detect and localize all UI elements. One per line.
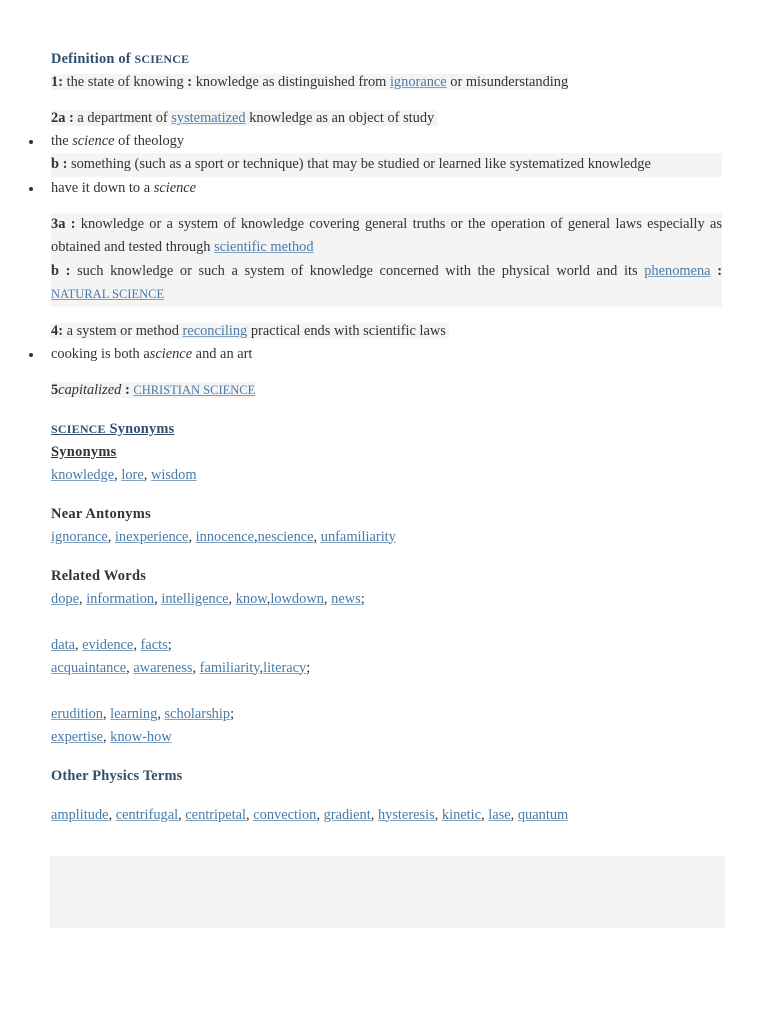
example-2b: [51, 177, 722, 200]
related-word-link[interactable]: literacy: [263, 659, 307, 676]
example-2a: [51, 130, 722, 153]
physics-term-link[interactable]: lase: [488, 806, 511, 823]
sense-text: knowledge as an object of study: [245, 110, 435, 126]
sense-3a: [51, 213, 722, 260]
related-words-group-5: expertise, know-how: [51, 728, 172, 745]
related-words-label: Related Words: [51, 567, 147, 584]
synonym-link[interactable]: knowledge: [51, 466, 115, 483]
link-scientific-method[interactable]: scientific method: [214, 239, 314, 255]
physics-term-link[interactable]: centripetal: [185, 806, 247, 823]
physics-terms-label: Other Physics Terms: [51, 767, 183, 784]
sense-5: [51, 379, 722, 402]
related-word-link[interactable]: learning: [110, 705, 158, 722]
example-emphasis: science: [149, 345, 193, 362]
synonym-link[interactable]: lore: [121, 466, 144, 483]
antonym-link[interactable]: ignorance: [51, 528, 108, 545]
sense-text: knowledge or a system of knowledge covering general truths or the operation of general laws especially as obtained and tested through: [51, 215, 722, 255]
sense-text: practical ends with scientific laws: [247, 322, 446, 339]
physics-term-link[interactable]: kinetic: [441, 806, 482, 823]
antonym-link[interactable]: unfamiliarity: [320, 528, 396, 545]
sense-text: something (such as a sport or technique) that may be studied or learned like systematized knowledge: [67, 156, 651, 172]
physics-term-link[interactable]: amplitude: [51, 806, 109, 823]
sense-text: the state of knowing: [63, 74, 188, 90]
sense-text: or misunderstanding: [446, 74, 569, 90]
sense-text: knowledge as distinguished from: [192, 74, 390, 90]
example-text: the: [51, 133, 73, 149]
synonyms-heading-word: SCIENCE: [51, 421, 106, 436]
sense-2a: [51, 107, 722, 130]
related-word-link[interactable]: news: [331, 590, 361, 607]
related-word-link[interactable]: information: [86, 590, 155, 607]
ad-placeholder: [50, 856, 725, 928]
sense-number: 1:: [51, 74, 63, 90]
link-christian-science[interactable]: CHRISTIAN SCIENCE: [133, 382, 256, 397]
related-word-link[interactable]: expertise: [51, 728, 103, 745]
sense-1: [51, 71, 722, 94]
physics-term-link[interactable]: hysteresis: [377, 806, 435, 823]
sense-number: 2a :: [51, 110, 74, 126]
synonyms-heading[interactable]: [51, 418, 722, 441]
example-emphasis: science: [153, 179, 197, 196]
related-word-link[interactable]: know-how: [110, 728, 172, 745]
synonyms-label-row: [51, 441, 722, 464]
physics-terms-list: amplitude, centrifugal, centripetal, convection, gradient, hysteresis, kinetic, lase, quantum: [51, 806, 569, 823]
physics-term-link[interactable]: centrifugal: [115, 806, 179, 823]
related-word-link[interactable]: data: [51, 636, 75, 653]
link-ignorance[interactable]: ignorance: [389, 74, 447, 90]
related-words-group-2: data, evidence, facts;: [51, 636, 172, 653]
related-words-label-row: [51, 565, 722, 588]
related-word-link[interactable]: evidence: [82, 636, 134, 653]
sense-colon: :: [710, 262, 722, 279]
definition-heading-word: SCIENCE: [134, 52, 190, 66]
related-words-group-1: dope, information, intelligence, know,lowdown, news;: [51, 590, 365, 607]
sense-number: b :: [51, 262, 71, 279]
sense-text: a department of: [73, 110, 172, 126]
definition-heading: [51, 48, 722, 71]
example-4: [51, 343, 722, 366]
sense-colon: :: [121, 381, 134, 398]
example-text: cooking is both a: [51, 345, 150, 362]
sense-number: 5: [51, 381, 59, 398]
sense-text: such knowledge or such a system of knowledge concerned with the physical world and its: [70, 262, 645, 279]
link-reconciling[interactable]: reconciling: [182, 322, 248, 339]
example-emphasis: science: [72, 133, 115, 149]
related-word-link[interactable]: dope: [51, 590, 79, 607]
synonym-link[interactable]: wisdom: [150, 466, 197, 483]
antonym-link[interactable]: nescience: [257, 528, 314, 545]
synonyms-heading-suffix: Synonyms: [105, 420, 175, 437]
synonyms-list: knowledge, lore, wisdom: [51, 466, 197, 483]
definition-heading-prefix: Definition of: [51, 51, 135, 67]
example-text: and an art: [192, 345, 253, 362]
synonyms-label: Synonyms: [51, 443, 117, 460]
related-word-link[interactable]: intelligence: [161, 590, 229, 607]
near-antonyms-label-row: [51, 503, 722, 526]
near-antonyms-list: ignorance, inexperience, innocence,nescience, unfamiliarity: [51, 528, 396, 545]
related-word-link[interactable]: erudition: [51, 705, 103, 722]
example-text: of theology: [114, 133, 185, 149]
definition-page: [51, 48, 722, 827]
sense-2b: [51, 153, 722, 177]
antonym-link[interactable]: innocence: [195, 528, 254, 545]
example-text: have it down to a: [51, 179, 154, 196]
related-word-link[interactable]: scholarship: [164, 705, 231, 722]
link-natural-science[interactable]: NATURAL SCIENCE: [51, 287, 165, 301]
related-word-link[interactable]: facts: [140, 636, 168, 653]
related-word-link[interactable]: awareness: [133, 659, 193, 676]
physics-term-link[interactable]: quantum: [517, 806, 569, 823]
sense-label: capitalized: [58, 381, 122, 398]
physics-terms-label-row: [51, 765, 722, 788]
link-systematized[interactable]: systematized: [171, 110, 246, 126]
sense-colon: :: [187, 74, 193, 90]
related-word-link[interactable]: lowdown: [270, 590, 324, 607]
near-antonyms-label: Near Antonyms: [51, 505, 151, 522]
related-words-group-3: acquaintance, awareness, familiarity,literacy;: [51, 659, 311, 676]
related-word-link[interactable]: familiarity: [199, 659, 260, 676]
sense-number: b :: [51, 156, 68, 172]
physics-term-link[interactable]: gradient: [323, 806, 371, 823]
sense-4: [51, 320, 722, 343]
sense-text: a system or method: [63, 322, 183, 339]
antonym-link[interactable]: inexperience: [114, 528, 189, 545]
sense-3b: [51, 260, 722, 307]
link-phenomena[interactable]: phenomena: [644, 262, 711, 279]
physics-term-link[interactable]: convection: [253, 806, 317, 823]
related-word-link[interactable]: acquaintance: [51, 659, 127, 676]
related-words-group-4: erudition, learning, scholarship;: [51, 705, 235, 722]
related-word-link[interactable]: know: [235, 590, 267, 607]
sense-number: 3a :: [51, 215, 76, 232]
sense-number: 4:: [51, 322, 63, 339]
